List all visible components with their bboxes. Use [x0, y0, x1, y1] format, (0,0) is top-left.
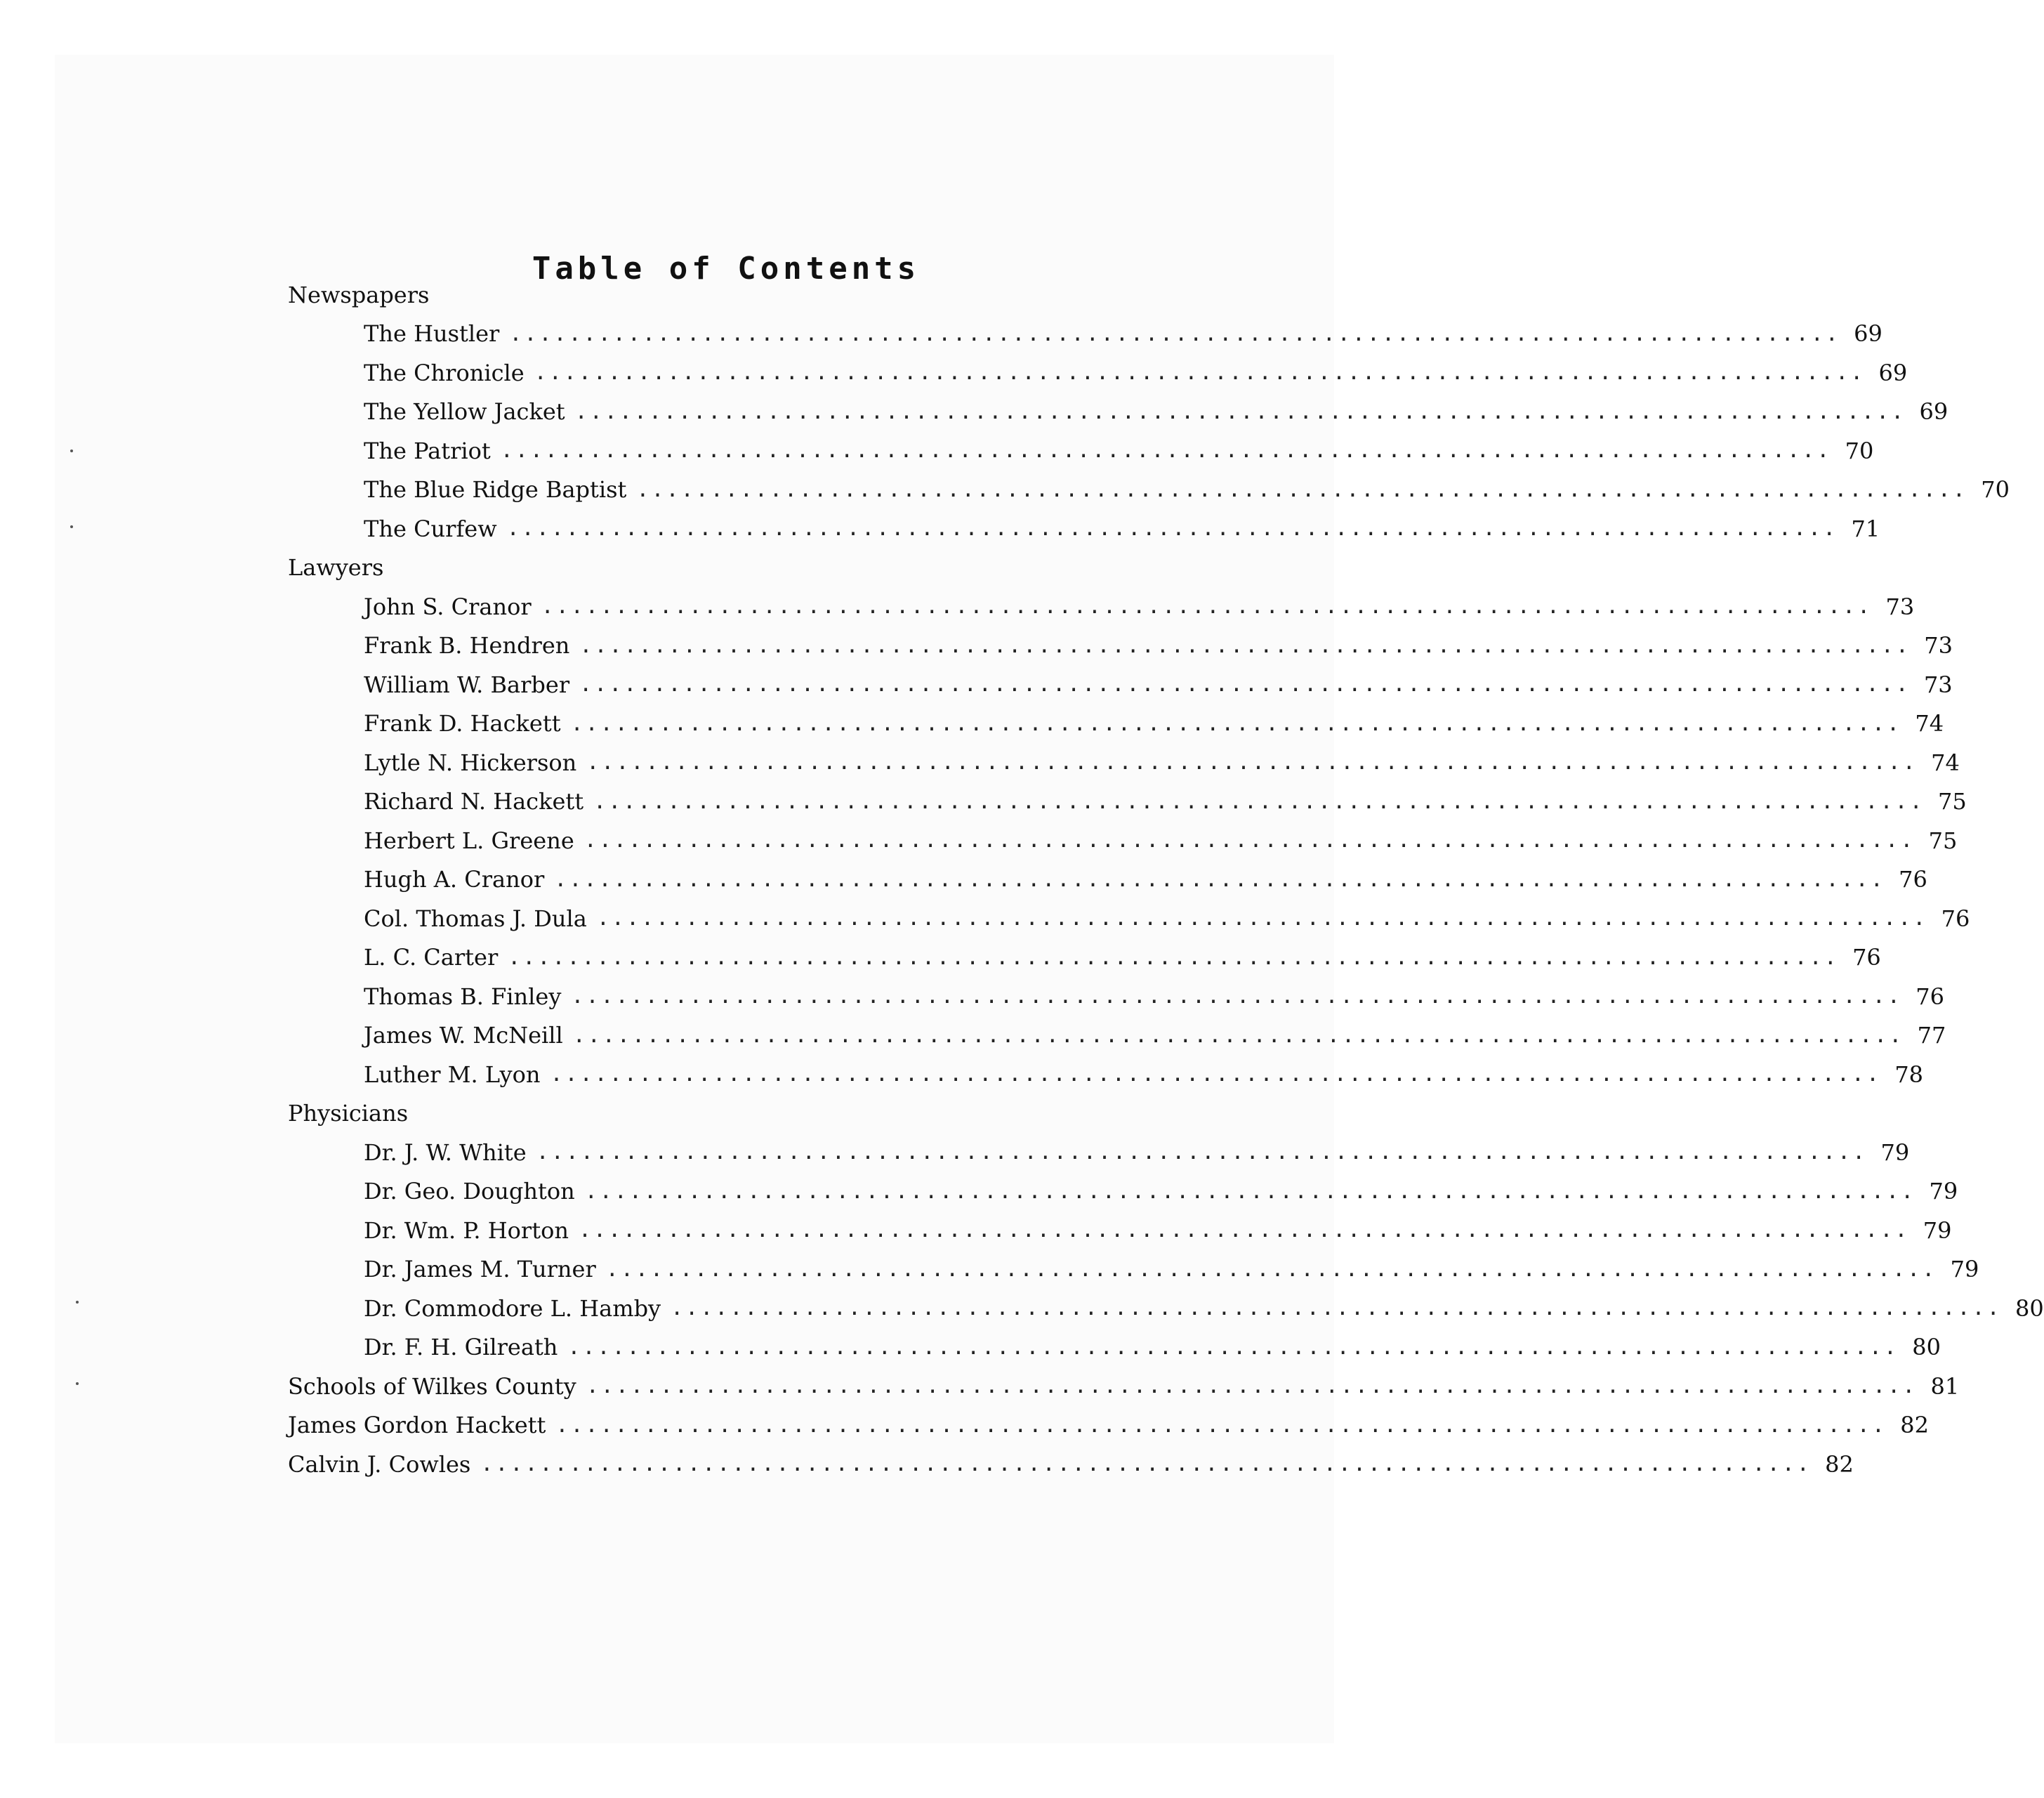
section-heading-label: Physicians — [288, 1100, 409, 1127]
dot-leader: .......................................................................................... — [550, 1062, 1882, 1087]
toc-entry-label: Dr. James M. Turner — [364, 1256, 596, 1283]
dot-leader: .......................................................................................... — [534, 360, 1866, 386]
toc-entry-label: James W. McNeill — [364, 1022, 563, 1049]
dot-leader: .......................................................................................... — [480, 1452, 1812, 1477]
toc-entry-label: The Yellow Jacket — [364, 398, 565, 426]
toc-entry-label: Frank D. Hackett — [364, 710, 561, 737]
toc-entry-label: Hugh A. Cranor — [364, 866, 545, 893]
toc-entry-page: 76 — [1916, 983, 1944, 1010]
toc-entry-page: 77 — [1917, 1022, 1946, 1049]
toc-entry — [288, 665, 1953, 704]
section-heading-label: Newspapers — [288, 281, 430, 308]
toc-entry-page: 82 — [1825, 1450, 1854, 1478]
dot-leader: .......................................................................................... — [578, 1218, 1910, 1243]
toc-entry-label: Luther M. Lyon — [364, 1061, 541, 1088]
toc-entry — [288, 1211, 1952, 1250]
dot-leader: .......................................................................................... — [636, 477, 1967, 502]
toc-entry — [288, 860, 1927, 900]
toc-entry — [288, 1133, 1910, 1172]
dot-leader: .......................................................................................... — [586, 1374, 1918, 1399]
dot-leader: .......................................................................................... — [583, 828, 1916, 853]
toc-entry — [288, 509, 1880, 549]
dot-leader: .......................................................................................... — [586, 750, 1918, 775]
toc-entry-label: Lytle N. Hickerson — [364, 749, 577, 776]
toc-section-heading — [288, 1094, 1204, 1134]
dot-leader: .......................................................................................... — [671, 1296, 2002, 1321]
toc-entry-page: 80 — [1912, 1334, 1941, 1361]
toc-entry-page: 74 — [1915, 710, 1944, 737]
page-title: Table of Contents — [532, 251, 921, 287]
toc-entry-label: Dr. J. W. White — [364, 1138, 527, 1166]
toc-entry-page: 69 — [1854, 320, 1883, 348]
toc-entry — [288, 587, 1915, 626]
dot-leader: .......................................................................................... — [508, 945, 1839, 970]
dot-leader: .......................................................................................... — [605, 1256, 1937, 1282]
toc-entry-label: Thomas B. Finley — [364, 983, 562, 1010]
dot-leader: .......................................................................................... — [536, 1140, 1868, 1165]
toc-entry — [288, 471, 2010, 510]
toc-entry — [288, 626, 1953, 666]
toc-entry — [288, 938, 1881, 978]
toc-entry-label: John S. Cranor — [364, 593, 532, 620]
toc-entry — [288, 1289, 2044, 1328]
toc-entry-page: 78 — [1894, 1061, 1924, 1088]
dot-leader: .......................................................................................... — [596, 906, 1928, 931]
toc-entry — [288, 743, 1960, 782]
toc-entry-top-level — [288, 1406, 1929, 1445]
scan-speck — [76, 1382, 79, 1385]
toc-entry-page: 81 — [1930, 1372, 1960, 1400]
toc-entry — [288, 1250, 1979, 1290]
dot-leader: .......................................................................................... — [506, 516, 1838, 542]
toc-entry-page: 76 — [1899, 866, 1927, 893]
toc-entry-page: 82 — [1900, 1412, 1929, 1439]
toc-entry-label: Dr. Wm. P. Horton — [364, 1216, 569, 1244]
toc-entry-top-level — [288, 1445, 1854, 1484]
toc-entry — [288, 821, 1958, 860]
dot-leader: .......................................................................................... — [593, 789, 1925, 814]
toc-entry-page: 75 — [1937, 788, 1967, 815]
dot-leader: .......................................................................................... — [571, 984, 1902, 1009]
table-of-contents — [288, 275, 2044, 1484]
toc-entry-label: Richard N. Hackett — [364, 788, 584, 815]
toc-entry — [288, 977, 1944, 1016]
dot-leader: .......................................................................................... — [579, 633, 1911, 658]
toc-entry-page: 74 — [1931, 749, 1960, 776]
toc-entry-top-level — [288, 1367, 1960, 1406]
scan-speck — [70, 525, 73, 528]
dot-leader: .......................................................................................... — [579, 672, 1911, 697]
toc-entry-label: James Gordon Hackett — [288, 1412, 546, 1439]
toc-entry — [288, 704, 1944, 744]
toc-section-heading — [288, 549, 1204, 588]
toc-entry — [288, 315, 1883, 354]
toc-entry-label: Dr. Commodore L. Hamby — [364, 1294, 661, 1322]
dot-leader: .......................................................................................... — [500, 438, 1832, 464]
dot-leader: .......................................................................................... — [570, 711, 1902, 736]
dot-leader: .......................................................................................... — [509, 321, 1840, 346]
toc-entry-page: 70 — [1845, 437, 1874, 464]
toc-entry-page: 79 — [1880, 1138, 1910, 1166]
dot-leader: .......................................................................................... — [567, 1334, 1899, 1360]
toc-entry-label: Herbert L. Greene — [364, 827, 574, 854]
toc-entry-page: 79 — [1950, 1256, 1979, 1283]
toc-entry-label: Calvin J. Cowles — [288, 1450, 471, 1478]
toc-entry — [288, 431, 1874, 471]
dot-leader: .......................................................................................... — [541, 594, 1873, 619]
toc-entry-label: The Patriot — [364, 437, 491, 464]
toc-entry-label: Col. Thomas J. Dula — [364, 905, 587, 932]
toc-entry-page: 76 — [1852, 944, 1881, 971]
toc-entry — [288, 1055, 1924, 1094]
scan-speck — [70, 450, 73, 452]
toc-entry — [288, 782, 1967, 822]
toc-entry-page: 79 — [1929, 1178, 1958, 1205]
dot-leader: .......................................................................................... — [584, 1179, 1916, 1204]
toc-entry-label: The Blue Ridge Baptist — [364, 476, 627, 504]
toc-entry-page: 79 — [1923, 1216, 1952, 1244]
toc-entry-label: Dr. Geo. Doughton — [364, 1178, 575, 1205]
dot-leader: .......................................................................................... — [554, 867, 1885, 892]
toc-entry-label: The Chronicle — [364, 359, 525, 386]
dot-leader: .......................................................................................... — [574, 399, 1906, 424]
dot-leader: .......................................................................................... — [555, 1412, 1887, 1438]
scan-speck — [76, 1301, 79, 1304]
toc-entry-label: Frank B. Hendren — [364, 632, 570, 660]
toc-entry — [288, 1016, 1946, 1056]
toc-entry-label: The Curfew — [364, 515, 497, 542]
toc-entry-page: 73 — [1923, 671, 1953, 698]
toc-entry-page: 75 — [1928, 827, 1958, 854]
section-heading-label: Lawyers — [288, 554, 384, 582]
toc-entry — [288, 1172, 1958, 1212]
toc-entry-page: 71 — [1851, 515, 1880, 542]
toc-entry — [288, 353, 1908, 393]
toc-entry-page: 73 — [1885, 593, 1915, 620]
toc-entry-label: Dr. F. H. Gilreath — [364, 1334, 558, 1361]
toc-entry-label: Schools of Wilkes County — [288, 1372, 576, 1400]
toc-entry-page: 73 — [1924, 632, 1953, 660]
toc-entry — [288, 393, 1949, 432]
toc-entry — [288, 1328, 1941, 1367]
toc-entry-page: 70 — [1981, 476, 2010, 504]
dot-leader: .......................................................................................... — [572, 1023, 1904, 1048]
toc-entry-page: 76 — [1941, 905, 1970, 932]
toc-entry-page: 80 — [2015, 1294, 2044, 1322]
toc-entry-label: L. C. Carter — [364, 944, 499, 971]
toc-entry — [288, 899, 1970, 938]
toc-entry-page: 69 — [1919, 398, 1949, 426]
toc-entry-label: William W. Barber — [364, 671, 570, 698]
toc-section-heading — [288, 275, 1204, 315]
toc-entry-label: The Hustler — [364, 320, 500, 348]
toc-entry-page: 69 — [1878, 359, 1908, 386]
